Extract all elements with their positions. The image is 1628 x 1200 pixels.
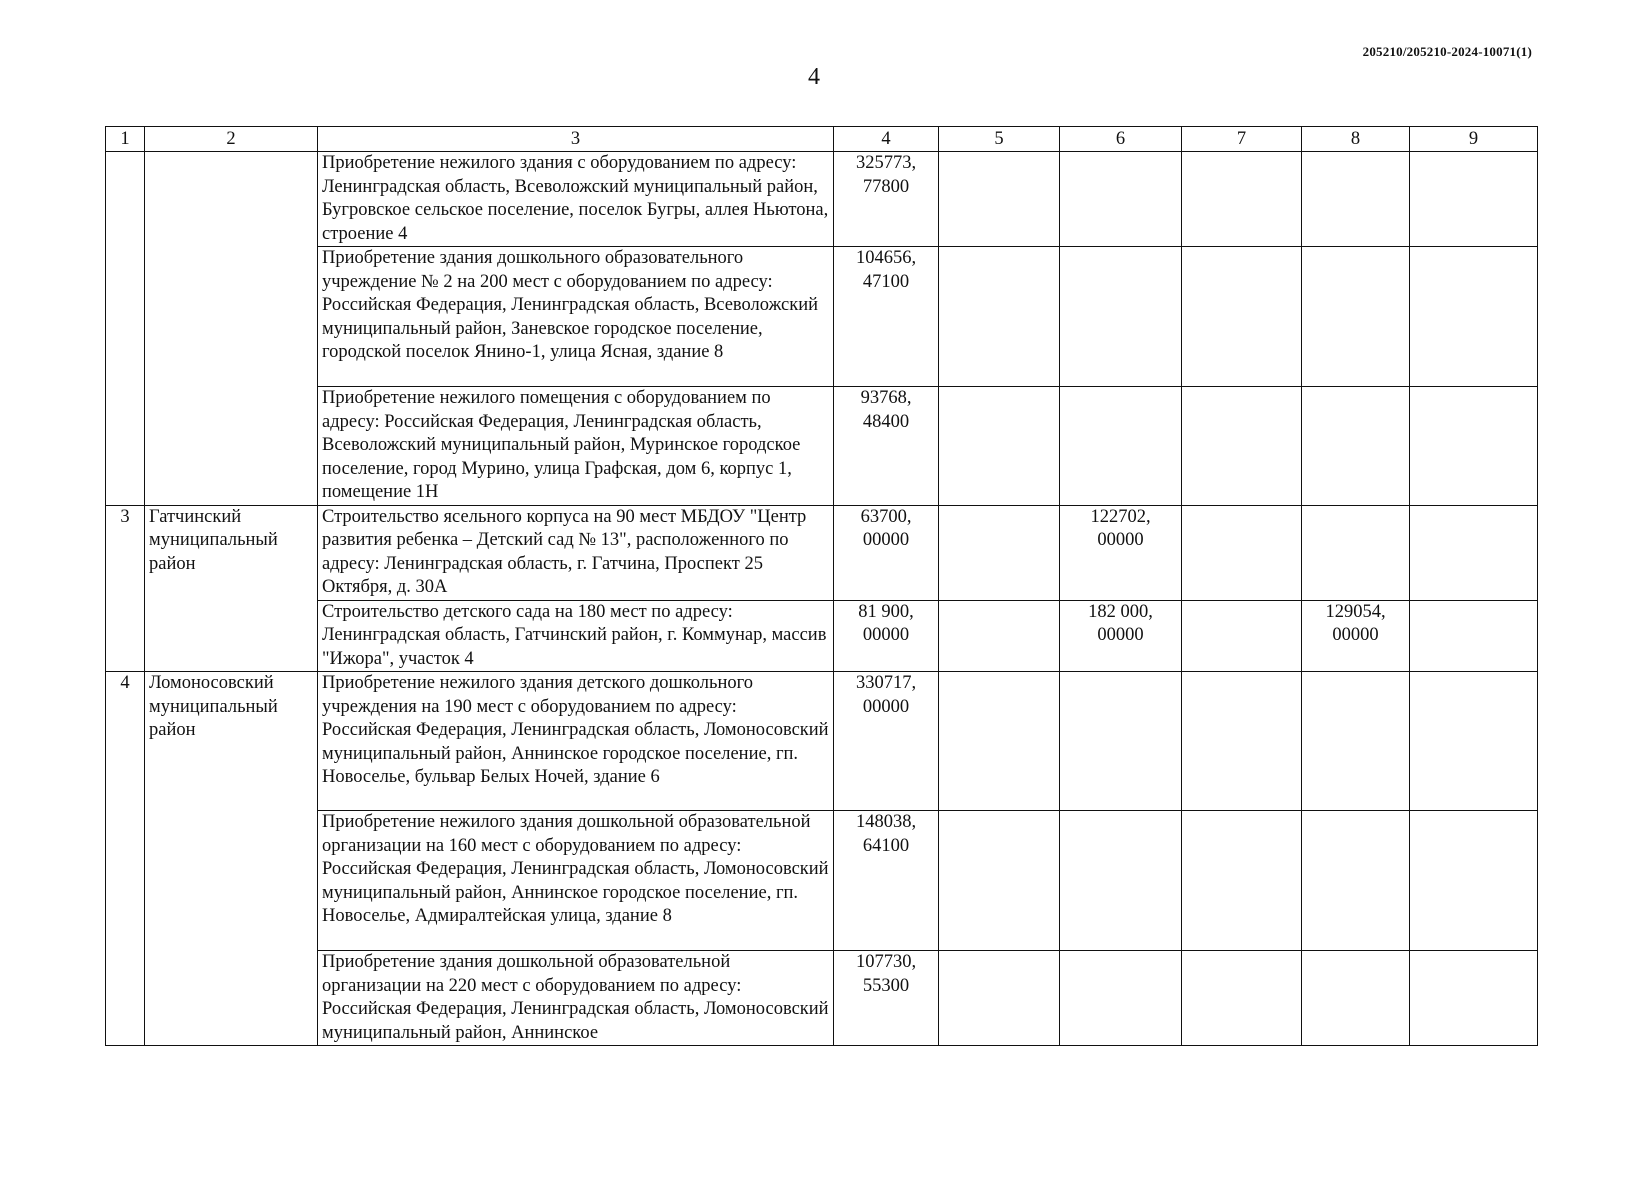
- description-cell: Строительство детского сада на 180 мест по адресу: Ленинградская область, Гатчинский район, г. Коммунар, массив "Ижора", участок 4: [318, 600, 834, 672]
- amount-cell-col8: 129054, 00000: [1302, 600, 1410, 672]
- column-number-header-row: [106, 127, 1538, 152]
- amount-cell-col5: [939, 672, 1060, 811]
- amount-cell-col6: 182 000, 00000: [1060, 600, 1182, 672]
- amount-cell-col6: [1060, 152, 1182, 247]
- description-cell: Приобретение нежилого здания детского дошкольного учреждения на 190 мест с оборудованием по адресу: Российская Федерация, Ленинградская область, Ломоносовский муниципальный район, Аннинское городское поселение, гп. Новоселье, бульвар Белых Ночей, здание 6: [318, 672, 834, 811]
- amount-cell-col4: 325773, 77800: [834, 152, 939, 247]
- amount-cell-col7: [1182, 152, 1302, 247]
- amount-cell-col6: [1060, 387, 1182, 506]
- amount-cell-col9: [1410, 600, 1538, 672]
- amount-cell-col4: 63700, 00000: [834, 505, 939, 600]
- amount-cell-col6: [1060, 951, 1182, 1046]
- description-cell: Приобретение нежилого помещения с оборудованием по адресу: Российская Федерация, Ленинградская область, Всеволожский муниципальный район, Муринское городское поселение, город Мурино, улица Графская, дом 6, корпус 1, помещение 1Н: [318, 387, 834, 506]
- amount-cell-col5: [939, 152, 1060, 247]
- amount-cell-col8: [1302, 951, 1410, 1046]
- amount-cell-col5: [939, 247, 1060, 387]
- amount-cell-col6: [1060, 247, 1182, 387]
- amount-cell-col7: [1182, 600, 1302, 672]
- region-cell: Ломоносовский муниципальный район: [145, 672, 318, 1046]
- amount-cell-col5: [939, 505, 1060, 600]
- row-number-cell: 4: [106, 672, 145, 1046]
- amount-cell-col9: [1410, 505, 1538, 600]
- amount-cell-col5: [939, 600, 1060, 672]
- amount-cell-col4: 330717, 00000: [834, 672, 939, 811]
- amount-cell-col6: [1060, 672, 1182, 811]
- amount-cell-col5: [939, 951, 1060, 1046]
- column-header: 4: [834, 127, 939, 152]
- column-header: 3: [318, 127, 834, 152]
- table-row: [106, 672, 1538, 811]
- description-cell: Приобретение здания дошкольного образовательного учреждение № 2 на 200 мест с оборудованием по адресу: Российская Федерация, Ленинградская область, Всеволожский муниципальный район, Заневское городское поселение, городской поселок Янино-1, улица Ясная, здание 8: [318, 247, 834, 387]
- amount-cell-col9: [1410, 951, 1538, 1046]
- amount-cell-col6: 122702, 00000: [1060, 505, 1182, 600]
- document-registration-number: 205210/205210-2024-10071(1): [1362, 44, 1532, 59]
- amount-cell-col5: [939, 811, 1060, 951]
- table-row: [106, 247, 1538, 387]
- table-row: [106, 505, 1538, 600]
- region-cell: [145, 152, 318, 506]
- amount-cell-col8: [1302, 247, 1410, 387]
- column-header: 9: [1410, 127, 1538, 152]
- column-header: 1: [106, 127, 145, 152]
- description-cell: Приобретение нежилого здания дошкольной образовательной организации на 160 мест с оборудованием по адресу: Российская Федерация, Ленинградская область, Ломоносовский муниципальный район, Аннинское городское поселение, гп. Новоселье, Адмиралтейская улица, здание 8: [318, 811, 834, 951]
- amount-cell-col9: [1410, 152, 1538, 247]
- column-header: 2: [145, 127, 318, 152]
- amount-cell-col4: 104656, 47100: [834, 247, 939, 387]
- amount-cell-col7: [1182, 951, 1302, 1046]
- amount-cell-col8: [1302, 152, 1410, 247]
- amount-cell-col9: [1410, 672, 1538, 811]
- table-row: [106, 600, 1538, 672]
- amount-cell-col9: [1410, 247, 1538, 387]
- table-row: [106, 387, 1538, 506]
- amount-cell-col4: 81 900, 00000: [834, 600, 939, 672]
- amount-cell-col8: [1302, 387, 1410, 506]
- description-cell: Строительство ясельного корпуса на 90 мест МБДОУ "Центр развития ребенка – Детский сад № 13", расположенного по адресу: Ленинградская область, г. Гатчина, Проспект 25 Октября, д. 30А: [318, 505, 834, 600]
- table-row: [106, 811, 1538, 951]
- column-header: 8: [1302, 127, 1410, 152]
- amount-cell-col4: 107730, 55300: [834, 951, 939, 1046]
- amount-cell-col7: [1182, 247, 1302, 387]
- amount-cell-col7: [1182, 811, 1302, 951]
- amount-cell-col8: [1302, 672, 1410, 811]
- amount-cell-col6: [1060, 811, 1182, 951]
- column-header: 5: [939, 127, 1060, 152]
- region-cell: Гатчинский муниципальный район: [145, 505, 318, 672]
- description-cell: Приобретение нежилого здания с оборудованием по адресу: Ленинградская область, Всеволожский муниципальный район, Бугровское сельское поселение, поселок Бугры, аллея Ньютона, строение 4: [318, 152, 834, 247]
- description-cell: Приобретение здания дошкольной образовательной организации на 220 мест с оборудованием по адресу: Российская Федерация, Ленинградская область, Ломоносовский муниципальный район, Аннинское: [318, 951, 834, 1046]
- amount-cell-col8: [1302, 505, 1410, 600]
- table-row: [106, 152, 1538, 247]
- amount-cell-col7: [1182, 387, 1302, 506]
- column-header: 7: [1182, 127, 1302, 152]
- amount-cell-col9: [1410, 387, 1538, 506]
- table-row: [106, 951, 1538, 1046]
- row-number-cell: [106, 152, 145, 506]
- data-table: [105, 126, 1538, 1046]
- amount-cell-col4: 148038, 64100: [834, 811, 939, 951]
- amount-cell-col9: [1410, 811, 1538, 951]
- amount-cell-col8: [1302, 811, 1410, 951]
- column-header: 6: [1060, 127, 1182, 152]
- amount-cell-col5: [939, 387, 1060, 506]
- amount-cell-col4: 93768, 48400: [834, 387, 939, 506]
- page-number: 4: [808, 64, 820, 90]
- amount-cell-col7: [1182, 672, 1302, 811]
- row-number-cell: 3: [106, 505, 145, 672]
- amount-cell-col7: [1182, 505, 1302, 600]
